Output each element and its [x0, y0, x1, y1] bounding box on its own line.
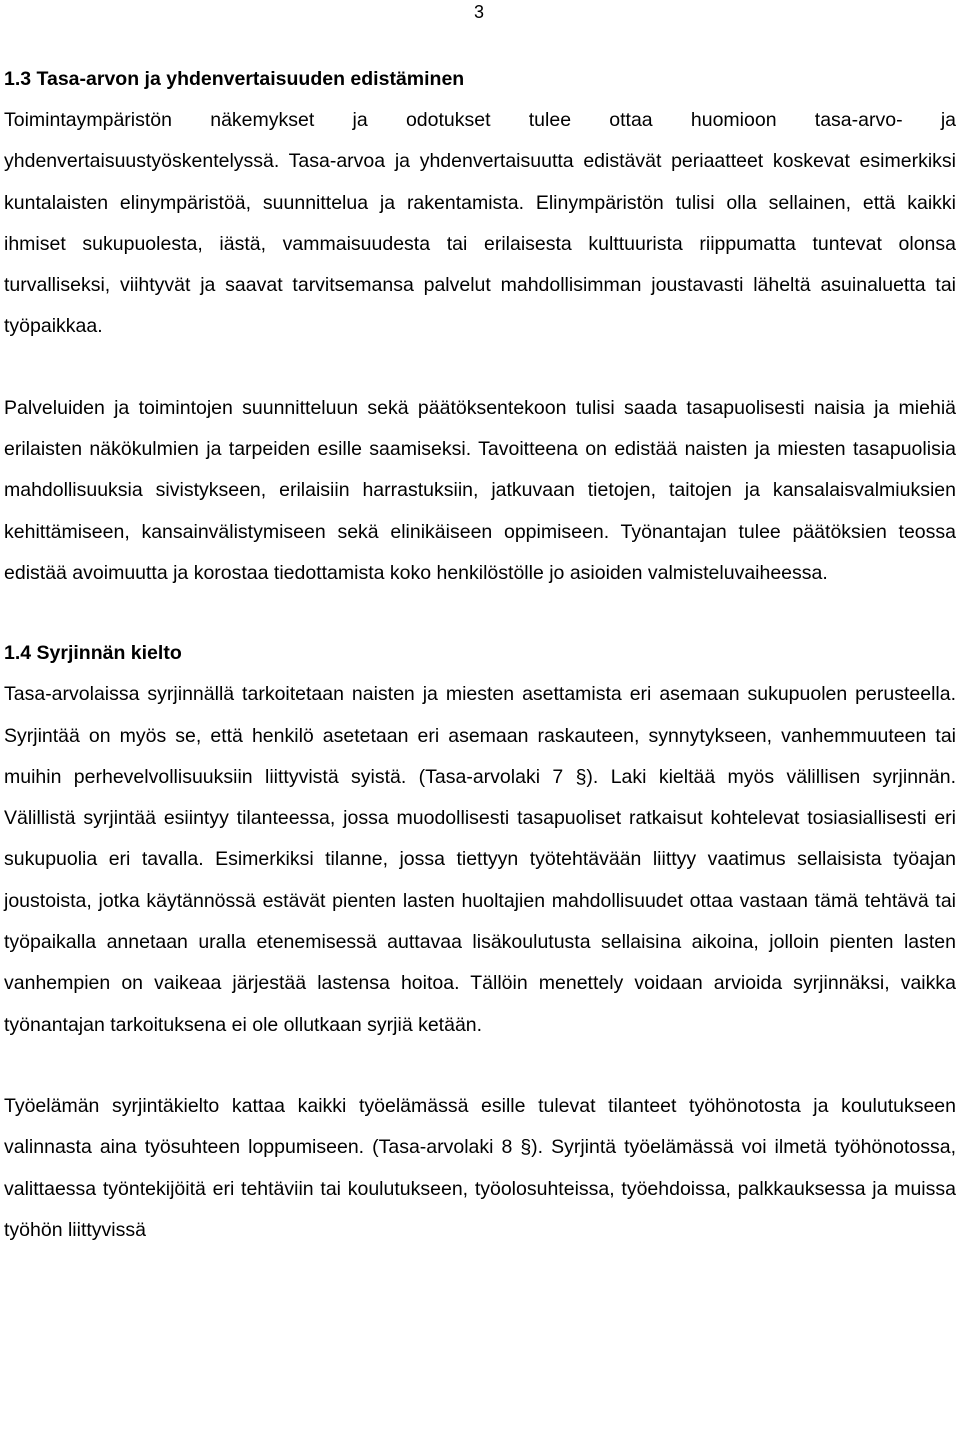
- section-heading: 1.4 Syrjinnän kielto: [4, 642, 182, 665]
- section-syrjinnan-kielto: [4, 632, 956, 1251]
- paragraph: Tasa-arvolaissa syrjinnällä tarkoitetaan naisten ja miesten asettamista eri asemaan sukupuolen perusteella. Syrjintää on myös se, että henkilö asetetaan eri asemaan raskauteen, synnytykseen, vanhemmuuteen tai muihin perhevelvollisuuksiin liittyvistä syistä. (Tasa-arvolaki 7 §). Laki kieltää myös välillisen syrjinnän. Välillistä syrjintää esiintyy tilanteessa, jossa muodollisesti tasapuoliset ratkaisut kohtelevat tosiasiallisesti eri sukupuolia eri tavalla. Esimerkiksi tilanne, jossa tiettyyn työtehtävään liittyy vaatimus sellaisista työajan joustoista, jotka käytännössä estävät pienten lasten huoltajien mahdollisuudet ottaa vastaan tämä tehtävä tai työpaikalla annetaan uralla etenemisessä auttavaa lisäkoulutusta sellaisina aikoina, jolloin pienten lasten vanhempien on vaikeaa järjestää lastensa hoitoa. Tällöin menettely voidaan arvioida syrjinnäksi, vaikka työnantajan tarkoituksena ei ole ollutkaan syrjiä ketään.: [4, 683, 956, 1036]
- section-heading: 1.3 Tasa-arvon ja yhdenvertaisuuden edistäminen: [4, 68, 465, 90]
- document-body: [4, 58, 956, 1251]
- page-number: 3: [474, 2, 485, 22]
- paragraph: Työelämän syrjintäkielto kattaa kaikki työelämässä esille tulevat tilanteet työhönotosta ja koulutukseen valinnasta aina työsuhteen loppumiseen. (Tasa-arvolaki 8 §). Syrjintä työelämässä voi ilmetä työhönotossa, valittaessa työntekijöitä eri tehtäviin tai koulutukseen, työolosuhteissa, työehdoissa, palkkauksessa ja muissa työhön liittyvissä: [4, 1094, 956, 1241]
- paragraph: Palveluiden ja toimintojen suunnitteluun sekä päätöksentekoon tulisi saada tasapuolisesti naisia ja miehiä erilaisten näkökulmien ja tarpeiden esille saamiseksi. Tavoitteena on edistää naisten ja miesten tasapuolisia mahdollisuuksia sivistykseen, erilaisiin harrastuksiin, jatkuvaan tietojen, taitojen ja kansalaisvalmiuksien kehittämiseen, kansainvälistymiseen sekä elinikäiseen oppimiseen. Työnantajan tulee päätöksien teossa edistää avoimuutta ja korostaa tiedottamista koko henkilöstölle jo asioiden valmisteluvaiheessa.: [4, 396, 956, 584]
- section-tasa-arvo: [4, 58, 956, 594]
- paragraph: Toimintaympäristön näkemykset ja odotukset tulee ottaa huomioon tasa-arvo- ja yhdenvertaisuustyöskentelyssä. Tasa-arvoa ja yhdenvertaisuutta edistävät periaatteet koskevat esimerkiksi kuntalaisten elinympäristöä, suunnittelua ja rakentamista. Elinympäristön tulisi olla sellainen, että kaikki ihmiset sukupuolesta, iästä, vammaisuudesta tai erilaisesta kulttuurista riippumatta tuntevat olonsa turvalliseksi, viihtyvät ja saavat tarvitsemansa palvelut mahdollisimman joustavasti läheltä asuinaluetta tai työpaikkaa.: [4, 109, 956, 338]
